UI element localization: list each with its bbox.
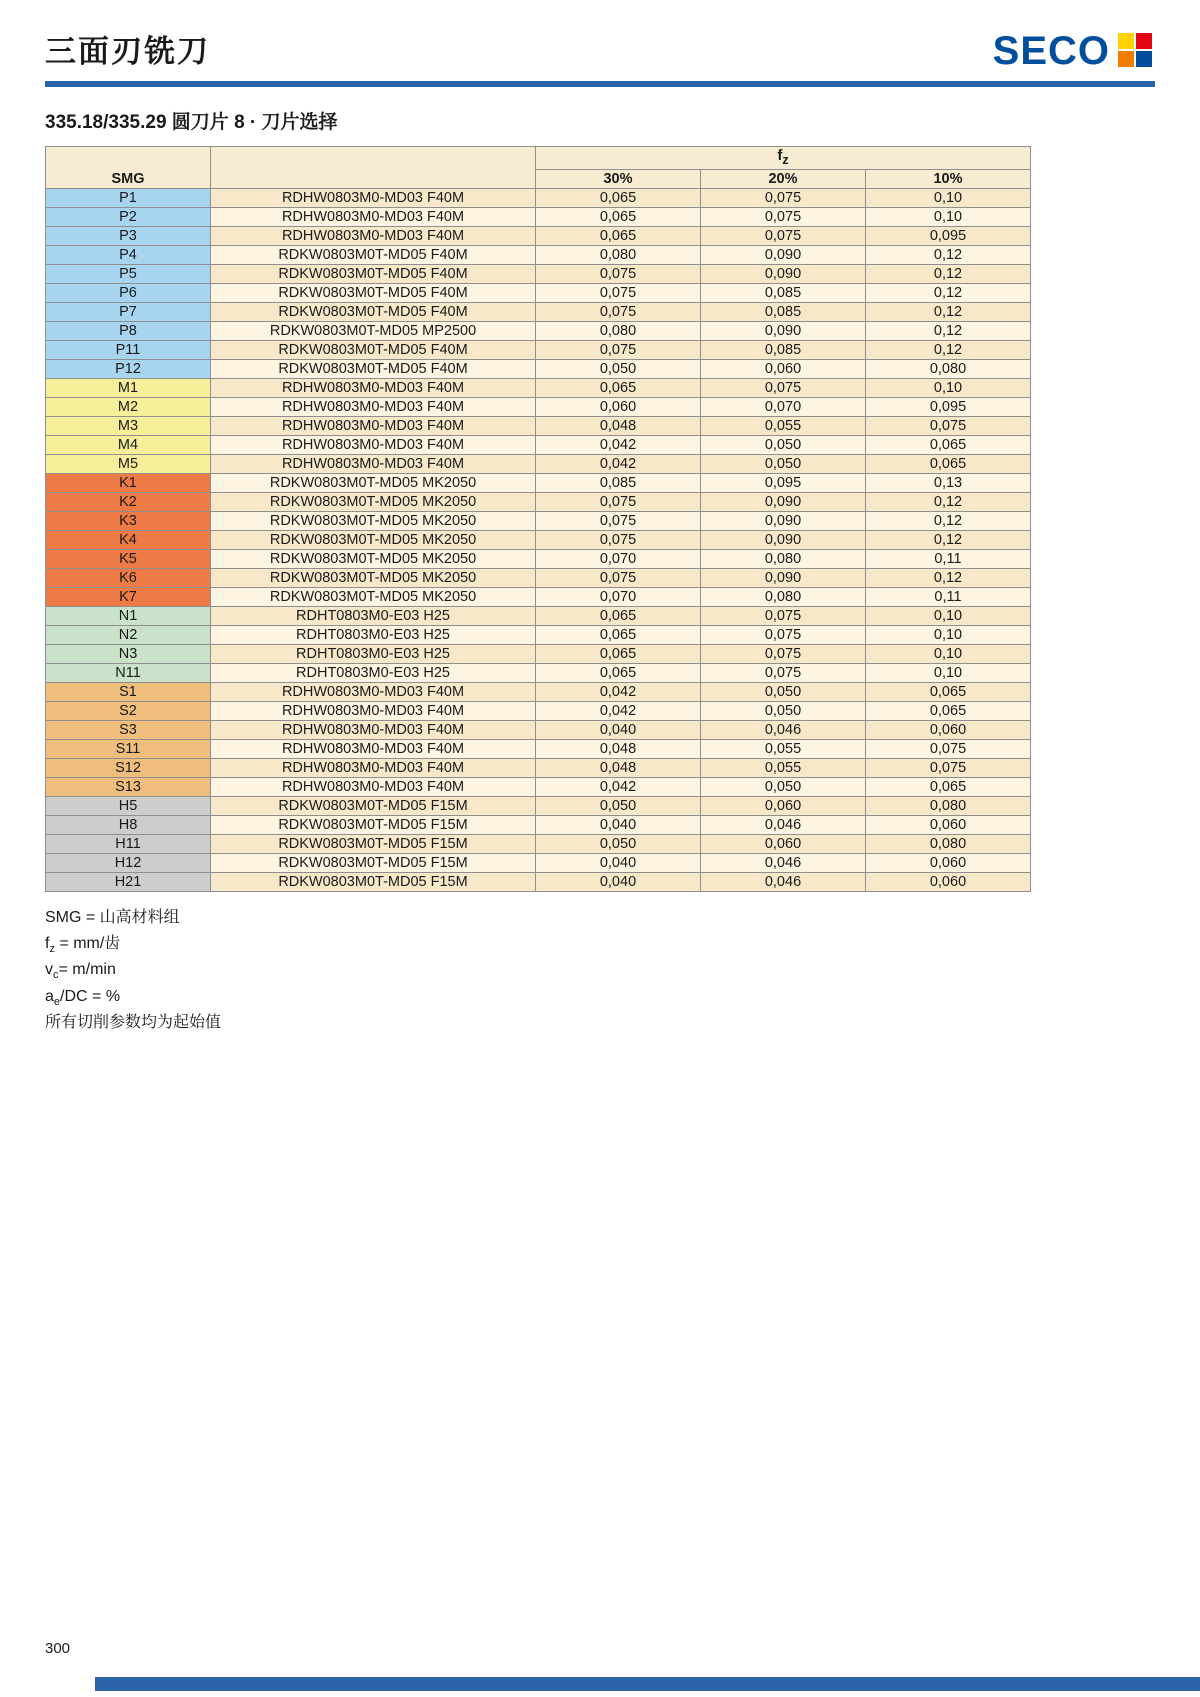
pct-30-header: 30% bbox=[536, 170, 701, 189]
fz30-cell: 0,065 bbox=[536, 645, 701, 664]
fz-column-header: $f_z$ bbox=[536, 147, 1031, 170]
fz20-cell: 0,080 bbox=[701, 550, 866, 569]
fz20-cell: 0,075 bbox=[701, 664, 866, 683]
smg-cell: M3 bbox=[46, 417, 211, 436]
footnote: $f_z = mm/$齿 bbox=[45, 935, 121, 956]
smg-cell: N1 bbox=[46, 607, 211, 626]
fz10-cell: 0,10 bbox=[866, 208, 1031, 227]
smg-cell: P4 bbox=[46, 246, 211, 265]
table-row bbox=[46, 436, 1031, 455]
fz30-cell: 0,040 bbox=[536, 816, 701, 835]
fz10-cell: 0,095 bbox=[866, 227, 1031, 246]
fz10-cell: 0,12 bbox=[866, 569, 1031, 588]
fz20-cell: 0,090 bbox=[701, 246, 866, 265]
table-row bbox=[46, 303, 1031, 322]
logo-square-yellow bbox=[1118, 33, 1134, 49]
table-row bbox=[46, 588, 1031, 607]
fz30-cell: 0,075 bbox=[536, 569, 701, 588]
fz30-cell: 0,065 bbox=[536, 379, 701, 398]
fz30-cell: 0,065 bbox=[536, 189, 701, 208]
fz30-cell: 0,070 bbox=[536, 550, 701, 569]
footnote: $v_c= m/\min$ bbox=[45, 961, 116, 982]
insert-cell: RDHT0803M0-E03 H25 bbox=[211, 607, 536, 626]
fz20-cell: 0,050 bbox=[701, 702, 866, 721]
insert-column-header bbox=[211, 147, 536, 189]
table-row bbox=[46, 322, 1031, 341]
table-row bbox=[46, 740, 1031, 759]
logo-square-blue bbox=[1136, 51, 1152, 67]
fz10-cell: 0,12 bbox=[866, 246, 1031, 265]
page-title: 三面刃铣刀 bbox=[45, 34, 210, 70]
fz10-cell: 0,10 bbox=[866, 189, 1031, 208]
insert-cell: RDHW0803M0-MD03 F40M bbox=[211, 721, 536, 740]
table-row bbox=[46, 493, 1031, 512]
insert-cell: RDKW0803M0T-MD05 MK2050 bbox=[211, 512, 536, 531]
fz10-cell: 0,095 bbox=[866, 398, 1031, 417]
fz20-cell: 0,090 bbox=[701, 265, 866, 284]
insert-cell: RDHW0803M0-MD03 F40M bbox=[211, 417, 536, 436]
insert-cell: RDKW0803M0T-MD05 F15M bbox=[211, 797, 536, 816]
fz30-cell: 0,042 bbox=[536, 436, 701, 455]
table-row bbox=[46, 360, 1031, 379]
fz20-cell: 0,095 bbox=[701, 474, 866, 493]
fz30-cell: 0,040 bbox=[536, 873, 701, 892]
fz20-cell: 0,046 bbox=[701, 816, 866, 835]
page-number: 300 bbox=[45, 1640, 71, 1657]
smg-cell: K5 bbox=[46, 550, 211, 569]
insert-cell: RDHW0803M0-MD03 F40M bbox=[211, 189, 536, 208]
fz20-cell: 0,070 bbox=[701, 398, 866, 417]
fz30-cell: 0,042 bbox=[536, 683, 701, 702]
table-row bbox=[46, 512, 1031, 531]
fz10-cell: 0,065 bbox=[866, 702, 1031, 721]
smg-cell: N11 bbox=[46, 664, 211, 683]
smg-cell: S13 bbox=[46, 778, 211, 797]
fz20-cell: 0,046 bbox=[701, 721, 866, 740]
insert-cell: RDHT0803M0-E03 H25 bbox=[211, 626, 536, 645]
fz30-cell: 0,080 bbox=[536, 322, 701, 341]
smg-cell: S3 bbox=[46, 721, 211, 740]
smg-cell: M2 bbox=[46, 398, 211, 417]
seco-logo bbox=[993, 31, 1152, 71]
fz10-cell: 0,060 bbox=[866, 816, 1031, 835]
fz10-cell: 0,12 bbox=[866, 284, 1031, 303]
fz30-cell: 0,085 bbox=[536, 474, 701, 493]
smg-cell: P7 bbox=[46, 303, 211, 322]
fz20-cell: 0,090 bbox=[701, 512, 866, 531]
pct-10-header: 10% bbox=[866, 170, 1031, 189]
insert-cell: RDHT0803M0-E03 H25 bbox=[211, 645, 536, 664]
smg-cell: P3 bbox=[46, 227, 211, 246]
insert-cell: RDKW0803M0T-MD05 F40M bbox=[211, 246, 536, 265]
smg-cell: P2 bbox=[46, 208, 211, 227]
table-row bbox=[46, 835, 1031, 854]
smg-cell: H8 bbox=[46, 816, 211, 835]
insert-cell: RDKW0803M0T-MD05 F40M bbox=[211, 360, 536, 379]
fz10-cell: 0,060 bbox=[866, 721, 1031, 740]
footnotes bbox=[45, 906, 1200, 1037]
smg-cell: S1 bbox=[46, 683, 211, 702]
insert-cell: RDKW0803M0T-MD05 MK2050 bbox=[211, 550, 536, 569]
smg-cell: K6 bbox=[46, 569, 211, 588]
fz20-cell: 0,046 bbox=[701, 854, 866, 873]
insert-cell: RDKW0803M0T-MD05 MK2050 bbox=[211, 569, 536, 588]
table-row bbox=[46, 607, 1031, 626]
fz20-cell: 0,050 bbox=[701, 778, 866, 797]
fz10-cell: 0,10 bbox=[866, 626, 1031, 645]
fz20-cell: 0,090 bbox=[701, 493, 866, 512]
fz30-cell: 0,080 bbox=[536, 246, 701, 265]
fz30-cell: 0,075 bbox=[536, 303, 701, 322]
fz10-cell: 0,11 bbox=[866, 550, 1031, 569]
insert-cell: RDKW0803M0T-MD05 F40M bbox=[211, 303, 536, 322]
fz30-cell: 0,050 bbox=[536, 835, 701, 854]
fz30-cell: 0,042 bbox=[536, 455, 701, 474]
table-row bbox=[46, 474, 1031, 493]
fz30-cell: 0,075 bbox=[536, 531, 701, 550]
smg-cell: K3 bbox=[46, 512, 211, 531]
table-row bbox=[46, 246, 1031, 265]
smg-cell: M1 bbox=[46, 379, 211, 398]
table-row bbox=[46, 227, 1031, 246]
fz10-cell: 0,080 bbox=[866, 797, 1031, 816]
fz10-cell: 0,12 bbox=[866, 531, 1031, 550]
insert-cell: RDHW0803M0-MD03 F40M bbox=[211, 436, 536, 455]
insert-cell: RDHW0803M0-MD03 F40M bbox=[211, 208, 536, 227]
fz20-cell: 0,085 bbox=[701, 303, 866, 322]
fz10-cell: 0,065 bbox=[866, 778, 1031, 797]
insert-cell: RDKW0803M0T-MD05 F40M bbox=[211, 265, 536, 284]
insert-cell: RDHW0803M0-MD03 F40M bbox=[211, 455, 536, 474]
table-row bbox=[46, 873, 1031, 892]
section-title: 335.18/335.29 圆刀片 8 · 刀片选择 bbox=[45, 112, 338, 133]
insert-cell: RDHW0803M0-MD03 F40M bbox=[211, 683, 536, 702]
fz20-cell: 0,085 bbox=[701, 284, 866, 303]
table-row bbox=[46, 778, 1031, 797]
fz20-cell: 0,060 bbox=[701, 797, 866, 816]
logo-square-red bbox=[1136, 33, 1152, 49]
fz30-cell: 0,065 bbox=[536, 626, 701, 645]
pct-20-header: 20% bbox=[701, 170, 866, 189]
fz20-cell: 0,080 bbox=[701, 588, 866, 607]
fz10-cell: 0,12 bbox=[866, 493, 1031, 512]
fz10-cell: 0,12 bbox=[866, 322, 1031, 341]
fz10-cell: 0,060 bbox=[866, 854, 1031, 873]
insert-cell: RDKW0803M0T-MD05 F40M bbox=[211, 284, 536, 303]
fz10-cell: 0,12 bbox=[866, 512, 1031, 531]
insert-cell: RDKW0803M0T-MD05 F15M bbox=[211, 854, 536, 873]
seco-logo-text: SECO bbox=[992, 29, 1110, 73]
insert-cell: RDKW0803M0T-MD05 F40M bbox=[211, 341, 536, 360]
footnote: 所有切削参数均为起始值 bbox=[45, 1013, 222, 1031]
fz20-cell: 0,075 bbox=[701, 189, 866, 208]
fz20-cell: 0,075 bbox=[701, 379, 866, 398]
smg-cell: P8 bbox=[46, 322, 211, 341]
fz10-cell: 0,11 bbox=[866, 588, 1031, 607]
insert-cell: RDKW0803M0T-MD05 F15M bbox=[211, 835, 536, 854]
smg-cell: K7 bbox=[46, 588, 211, 607]
fz20-cell: 0,090 bbox=[701, 569, 866, 588]
fz30-cell: 0,075 bbox=[536, 493, 701, 512]
smg-cell: H12 bbox=[46, 854, 211, 873]
smg-cell: H11 bbox=[46, 835, 211, 854]
table-row bbox=[46, 398, 1031, 417]
fz20-cell: 0,075 bbox=[701, 208, 866, 227]
fz10-cell: 0,065 bbox=[866, 455, 1031, 474]
smg-cell: N3 bbox=[46, 645, 211, 664]
table-row bbox=[46, 531, 1031, 550]
table-row bbox=[46, 721, 1031, 740]
fz10-cell: 0,13 bbox=[866, 474, 1031, 493]
smg-cell: P6 bbox=[46, 284, 211, 303]
fz20-cell: 0,055 bbox=[701, 417, 866, 436]
insert-cell: RDHW0803M0-MD03 F40M bbox=[211, 740, 536, 759]
fz30-cell: 0,048 bbox=[536, 417, 701, 436]
smg-cell: P1 bbox=[46, 189, 211, 208]
fz30-cell: 0,075 bbox=[536, 265, 701, 284]
fz30-cell: 0,070 bbox=[536, 588, 701, 607]
fz20-cell: 0,075 bbox=[701, 227, 866, 246]
fz20-cell: 0,085 bbox=[701, 341, 866, 360]
insert-cell: RDKW0803M0T-MD05 MP2500 bbox=[211, 322, 536, 341]
table-row bbox=[46, 379, 1031, 398]
smg-cell: P11 bbox=[46, 341, 211, 360]
fz10-cell: 0,10 bbox=[866, 379, 1031, 398]
insert-cell: RDKW0803M0T-MD05 F15M bbox=[211, 873, 536, 892]
logo-square-orange bbox=[1118, 51, 1134, 67]
fz30-cell: 0,065 bbox=[536, 208, 701, 227]
smg-cell: S12 bbox=[46, 759, 211, 778]
insert-cell: RDKW0803M0T-MD05 MK2050 bbox=[211, 531, 536, 550]
table-row bbox=[46, 854, 1031, 873]
header-rule bbox=[45, 81, 1155, 87]
fz30-cell: 0,048 bbox=[536, 759, 701, 778]
smg-cell: P12 bbox=[46, 360, 211, 379]
fz30-cell: 0,040 bbox=[536, 721, 701, 740]
fz20-cell: 0,050 bbox=[701, 683, 866, 702]
table-row bbox=[46, 759, 1031, 778]
fz30-cell: 0,050 bbox=[536, 360, 701, 379]
page-header bbox=[0, 0, 1200, 71]
cutting-data-table bbox=[45, 146, 1031, 892]
fz30-cell: 0,060 bbox=[536, 398, 701, 417]
table-row bbox=[46, 189, 1031, 208]
insert-cell: RDHW0803M0-MD03 F40M bbox=[211, 702, 536, 721]
fz10-cell: 0,060 bbox=[866, 873, 1031, 892]
fz20-cell: 0,055 bbox=[701, 759, 866, 778]
fz10-cell: 0,12 bbox=[866, 303, 1031, 322]
smg-cell: H21 bbox=[46, 873, 211, 892]
smg-cell: H5 bbox=[46, 797, 211, 816]
insert-cell: RDHW0803M0-MD03 F40M bbox=[211, 379, 536, 398]
fz20-cell: 0,090 bbox=[701, 531, 866, 550]
seco-logo-mark-icon bbox=[1118, 33, 1152, 67]
insert-cell: RDHW0803M0-MD03 F40M bbox=[211, 759, 536, 778]
fz20-cell: 0,050 bbox=[701, 455, 866, 474]
fz30-cell: 0,042 bbox=[536, 702, 701, 721]
smg-cell: S2 bbox=[46, 702, 211, 721]
fz10-cell: 0,075 bbox=[866, 759, 1031, 778]
table-row bbox=[46, 455, 1031, 474]
table-row bbox=[46, 284, 1031, 303]
table-row bbox=[46, 626, 1031, 645]
fz30-cell: 0,065 bbox=[536, 607, 701, 626]
fz30-cell: 0,075 bbox=[536, 341, 701, 360]
fz20-cell: 0,055 bbox=[701, 740, 866, 759]
fz10-cell: 0,075 bbox=[866, 417, 1031, 436]
insert-cell: RDHW0803M0-MD03 F40M bbox=[211, 227, 536, 246]
insert-cell: RDKW0803M0T-MD05 MK2050 bbox=[211, 474, 536, 493]
table-row bbox=[46, 645, 1031, 664]
fz30-cell: 0,040 bbox=[536, 854, 701, 873]
table-header bbox=[46, 147, 1031, 189]
fz30-cell: 0,048 bbox=[536, 740, 701, 759]
fz10-cell: 0,075 bbox=[866, 740, 1031, 759]
table-row bbox=[46, 265, 1031, 284]
footnote: SMG = 山高材料组 bbox=[45, 909, 180, 926]
table-row bbox=[46, 550, 1031, 569]
table-row bbox=[46, 664, 1031, 683]
fz30-cell: 0,075 bbox=[536, 284, 701, 303]
fz10-cell: 0,065 bbox=[866, 436, 1031, 455]
fz20-cell: 0,060 bbox=[701, 835, 866, 854]
smg-cell: S11 bbox=[46, 740, 211, 759]
fz30-cell: 0,075 bbox=[536, 512, 701, 531]
footnote: $a_e/DC$ = % bbox=[45, 987, 121, 1008]
fz10-cell: 0,065 bbox=[866, 683, 1031, 702]
fz10-cell: 0,10 bbox=[866, 607, 1031, 626]
insert-cell: RDKW0803M0T-MD05 F15M bbox=[211, 816, 536, 835]
smg-cell: M4 bbox=[46, 436, 211, 455]
smg-cell: K2 bbox=[46, 493, 211, 512]
table-row bbox=[46, 816, 1031, 835]
insert-cell: RDHW0803M0-MD03 F40M bbox=[211, 778, 536, 797]
smg-cell: N2 bbox=[46, 626, 211, 645]
fz10-cell: 0,12 bbox=[866, 265, 1031, 284]
fz20-cell: 0,090 bbox=[701, 322, 866, 341]
table-row bbox=[46, 702, 1031, 721]
insert-cell: RDHW0803M0-MD03 F40M bbox=[211, 398, 536, 417]
smg-cell: K1 bbox=[46, 474, 211, 493]
insert-cell: RDKW0803M0T-MD05 MK2050 bbox=[211, 493, 536, 512]
insert-cell: RDKW0803M0T-MD05 MK2050 bbox=[211, 588, 536, 607]
table-row bbox=[46, 341, 1031, 360]
fz10-cell: 0,080 bbox=[866, 360, 1031, 379]
bottom-bar bbox=[95, 1677, 1200, 1691]
fz10-cell: 0,12 bbox=[866, 341, 1031, 360]
fz30-cell: 0,050 bbox=[536, 797, 701, 816]
table-row bbox=[46, 683, 1031, 702]
fz20-cell: 0,075 bbox=[701, 626, 866, 645]
table-row bbox=[46, 569, 1031, 588]
smg-cell: M5 bbox=[46, 455, 211, 474]
fz30-cell: 0,042 bbox=[536, 778, 701, 797]
fz10-cell: 0,080 bbox=[866, 835, 1031, 854]
insert-cell: RDHT0803M0-E03 H25 bbox=[211, 664, 536, 683]
fz20-cell: 0,075 bbox=[701, 645, 866, 664]
fz20-cell: 0,046 bbox=[701, 873, 866, 892]
fz30-cell: 0,065 bbox=[536, 227, 701, 246]
smg-cell: K4 bbox=[46, 531, 211, 550]
smg-column-header: SMG bbox=[46, 147, 211, 189]
fz10-cell: 0,10 bbox=[866, 664, 1031, 683]
table-body bbox=[46, 189, 1031, 892]
table-row bbox=[46, 208, 1031, 227]
fz20-cell: 0,060 bbox=[701, 360, 866, 379]
table-row bbox=[46, 797, 1031, 816]
fz20-cell: 0,075 bbox=[701, 607, 866, 626]
fz20-cell: 0,050 bbox=[701, 436, 866, 455]
smg-cell: P5 bbox=[46, 265, 211, 284]
fz30-cell: 0,065 bbox=[536, 664, 701, 683]
table-row bbox=[46, 417, 1031, 436]
fz10-cell: 0,10 bbox=[866, 645, 1031, 664]
